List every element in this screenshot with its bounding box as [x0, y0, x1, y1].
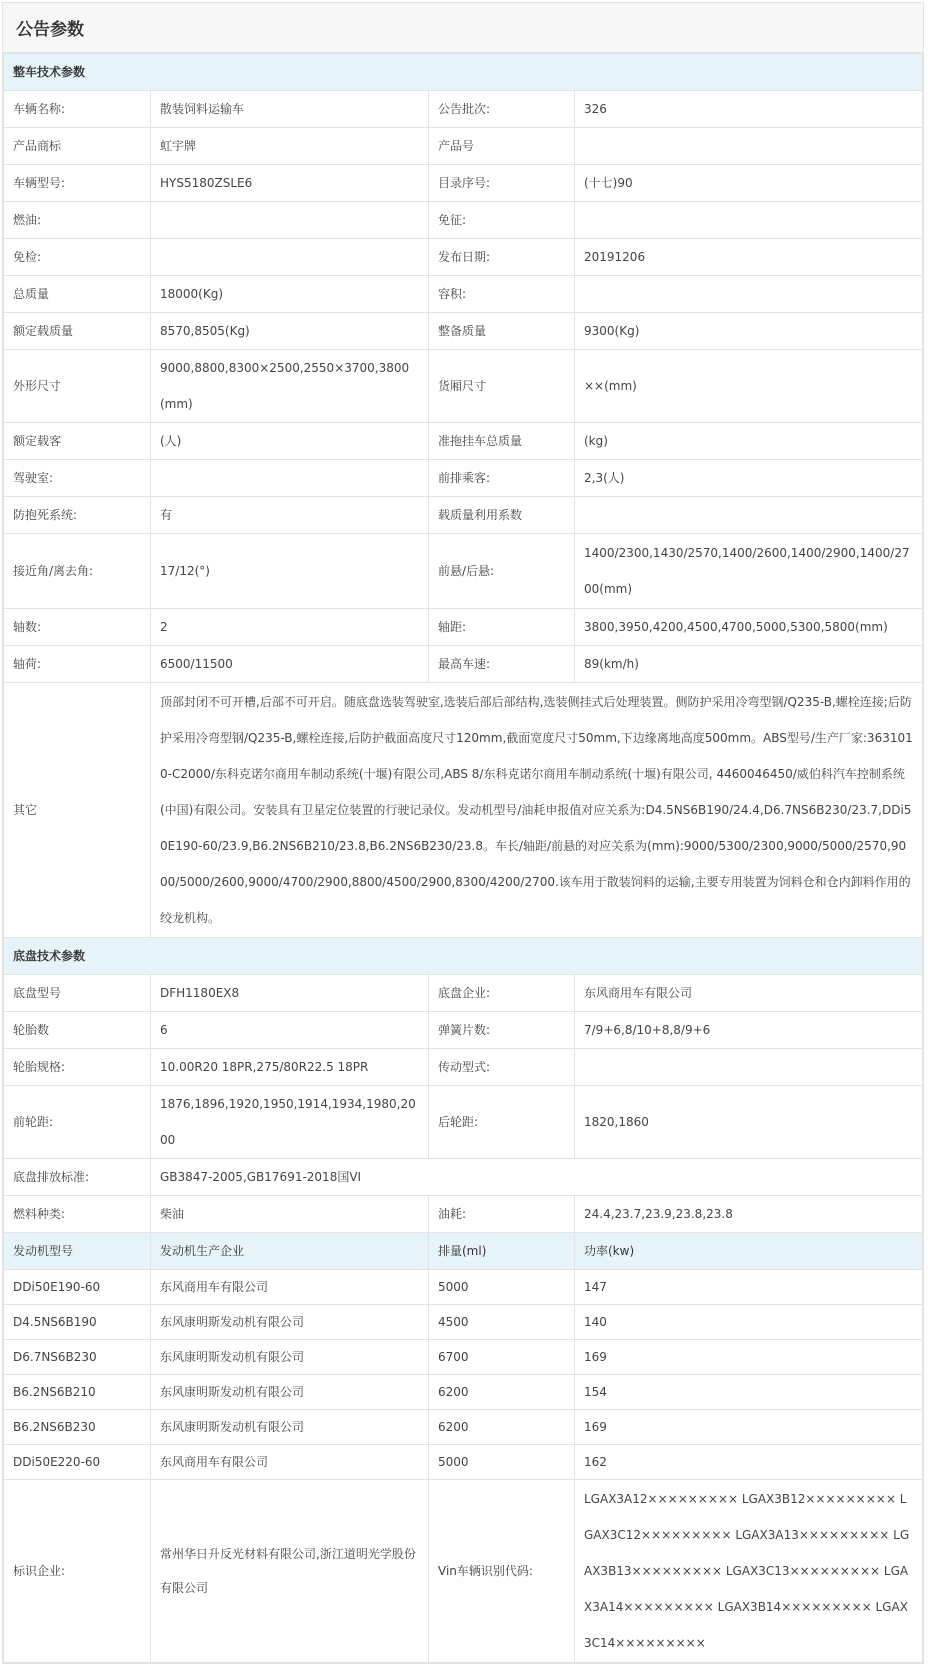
chassis-row-value-2: 东风商用车有限公司 [575, 975, 923, 1012]
vehicle-row-label: 产品商标 [4, 128, 151, 165]
params-table [3, 53, 923, 1663]
vehicle-row-value-2 [575, 128, 923, 165]
vehicle-section-title: 整车技术参数 [4, 54, 923, 91]
chassis-row-value: 6 [151, 1012, 429, 1049]
chassis-row [4, 1012, 923, 1049]
engine-row-label: DDi50E190-60 [4, 1270, 151, 1305]
engine-row-label-2: 4500 [429, 1305, 575, 1340]
vehicle-row-label: 车辆型号: [4, 165, 151, 202]
engine-row-value-2: 169 [575, 1410, 923, 1445]
chassis-row-value-2: 7/9+6,8/10+8,8/9+6 [575, 1012, 923, 1049]
engine-header-row [4, 1233, 923, 1270]
engine-row-value: 东风康明斯发动机有限公司 [151, 1410, 429, 1445]
engine-row-value-2: 140 [575, 1305, 923, 1340]
engine-row-label: B6.2NS6B230 [4, 1410, 151, 1445]
chassis-row-label-2: 底盘企业: [429, 975, 575, 1012]
vehicle-row-value-2: 20191206 [575, 239, 923, 276]
vehicle-row [4, 91, 923, 128]
chassis-row-label: 轮胎数 [4, 1012, 151, 1049]
engine-row-value-2: 169 [575, 1340, 923, 1375]
vehicle-row-label: 驾驶室: [4, 460, 151, 497]
vehicle-row [4, 276, 923, 313]
vehicle-row-label: 接近角/离去角: [4, 534, 151, 609]
chassis-row-label-2: 后轮距: [429, 1086, 575, 1159]
mark-row [4, 1480, 923, 1663]
vehicle-row-label: 免检: [4, 239, 151, 276]
engine-row-label: D6.7NS6B230 [4, 1340, 151, 1375]
vehicle-row-label-2: 免征: [429, 202, 575, 239]
engine-row [4, 1375, 923, 1410]
engine-row-value: 东风商用车有限公司 [151, 1270, 429, 1305]
engine-row-value: 东风康明斯发动机有限公司 [151, 1305, 429, 1340]
vehicle-row-value-2: 1400/2300,1430/2570,1400/2600,1400/2900,1400/2700(mm) [575, 534, 923, 609]
vehicle-row-value-2 [575, 497, 923, 534]
engine-header-row-label-2: 排量(ml) [429, 1233, 575, 1270]
vehicle-row-value-2: 9300(Kg) [575, 313, 923, 350]
vehicle-row-label-2: 整备质量 [429, 313, 575, 350]
vehicle-row [4, 497, 923, 534]
emission-value: GB3847-2005,GB17691-2018国VI [151, 1159, 923, 1196]
vehicle-row-label-2: 最高车速: [429, 646, 575, 683]
vehicle-row-label-2: 发布日期: [429, 239, 575, 276]
vehicle-row-value: 虹宇牌 [151, 128, 429, 165]
engine-row-value-2: 147 [575, 1270, 923, 1305]
vehicle-row-value: 9000,8800,8300×2500,2550×3700,3800(mm) [151, 350, 429, 423]
vehicle-row-label-2: 前排乘客: [429, 460, 575, 497]
vehicle-row [4, 128, 923, 165]
vin-label: Vin车辆识别代码: [429, 1480, 575, 1663]
vehicle-row-value-2: 3800,3950,4200,4500,4700,5000,5300,5800(mm) [575, 609, 923, 646]
vehicle-row-value-2: (kg) [575, 423, 923, 460]
vehicle-row [4, 460, 923, 497]
vehicle-row [4, 534, 923, 609]
vehicle-row-value: (人) [151, 423, 429, 460]
vehicle-section [4, 54, 923, 91]
fuel-row-value-2: 24.4,23.7,23.9,23.8,23.8 [575, 1196, 923, 1233]
vehicle-row-value: 8570,8505(Kg) [151, 313, 429, 350]
vehicle-row-value-2: 89(km/h) [575, 646, 923, 683]
engine-header-row-label: 发动机型号 [4, 1233, 151, 1270]
vehicle-row-label: 燃油: [4, 202, 151, 239]
vehicle-row-value: 2 [151, 609, 429, 646]
fuel-row-label-2: 油耗: [429, 1196, 575, 1233]
engine-row-label: DDi50E220-60 [4, 1445, 151, 1480]
engine-row-label: D4.5NS6B190 [4, 1305, 151, 1340]
vehicle-row-value-2 [575, 202, 923, 239]
chassis-row-label: 底盘型号 [4, 975, 151, 1012]
vehicle-row-value: 散装饲料运输车 [151, 91, 429, 128]
chassis-row-label: 轮胎规格: [4, 1049, 151, 1086]
vehicle-row-label: 轴数: [4, 609, 151, 646]
engine-row-value: 东风康明斯发动机有限公司 [151, 1375, 429, 1410]
chassis-row [4, 975, 923, 1012]
chassis-row-label: 前轮距: [4, 1086, 151, 1159]
engine-row [4, 1445, 923, 1480]
chassis-row-value: 10.00R20 18PR,275/80R22.5 18PR [151, 1049, 429, 1086]
vehicle-row-label: 防抱死系统: [4, 497, 151, 534]
emission-label: 底盘排放标准: [4, 1159, 151, 1196]
vehicle-row-label-2: 目录序号: [429, 165, 575, 202]
engine-row-label-2: 6700 [429, 1340, 575, 1375]
vehicle-row-value-2: (十七)90 [575, 165, 923, 202]
vehicle-row-label-2: 准拖挂车总质量 [429, 423, 575, 460]
announcement-panel [2, 2, 924, 1664]
mark-label: 标识企业: [4, 1480, 151, 1663]
fuel-row-value: 柴油 [151, 1196, 429, 1233]
engine-row-label-2: 5000 [429, 1445, 575, 1480]
vehicle-row [4, 165, 923, 202]
engine-row-label-2: 6200 [429, 1375, 575, 1410]
vehicle-row-label: 总质量 [4, 276, 151, 313]
other-label: 其它 [4, 683, 151, 938]
engine-header-row-value-2: 功率(kw) [575, 1233, 923, 1270]
vehicle-row-label-2: 前悬/后悬: [429, 534, 575, 609]
vehicle-row-label-2: 产品号 [429, 128, 575, 165]
vehicle-row-label-2: 公告批次: [429, 91, 575, 128]
vehicle-row-label-2: 轴距: [429, 609, 575, 646]
vehicle-row-label-2: 容积: [429, 276, 575, 313]
chassis-row-value: 1876,1896,1920,1950,1914,1934,1980,2000 [151, 1086, 429, 1159]
chassis-row-value-2 [575, 1049, 923, 1086]
vehicle-other-row [4, 683, 923, 938]
vehicle-row-value [151, 202, 429, 239]
engine-row-label-2: 6200 [429, 1410, 575, 1445]
chassis-section [4, 938, 923, 975]
fuel-row-label: 燃料种类: [4, 1196, 151, 1233]
vehicle-row [4, 350, 923, 423]
vehicle-row-value-2: 326 [575, 91, 923, 128]
vehicle-row-label: 轴荷: [4, 646, 151, 683]
chassis-row [4, 1049, 923, 1086]
engine-header-row-value: 发动机生产企业 [151, 1233, 429, 1270]
vehicle-row-label: 额定载客 [4, 423, 151, 460]
chassis-section-title: 底盘技术参数 [4, 938, 923, 975]
chassis-row-value-2: 1820,1860 [575, 1086, 923, 1159]
chassis-row-label-2: 弹簧片数: [429, 1012, 575, 1049]
engine-row-label-2: 5000 [429, 1270, 575, 1305]
vehicle-row-value-2: 2,3(人) [575, 460, 923, 497]
page-title: 公告参数 [3, 3, 923, 53]
fuel-row [4, 1196, 923, 1233]
vehicle-row-value: 有 [151, 497, 429, 534]
engine-row-value-2: 154 [575, 1375, 923, 1410]
engine-row [4, 1270, 923, 1305]
chassis-row [4, 1086, 923, 1159]
vehicle-row-label: 车辆名称: [4, 91, 151, 128]
chassis-row-value: DFH1180EX8 [151, 975, 429, 1012]
vehicle-row-value: 6500/11500 [151, 646, 429, 683]
vehicle-row-label: 外形尺寸 [4, 350, 151, 423]
vehicle-row-value: HYS5180ZSLE6 [151, 165, 429, 202]
engine-row-value: 东风康明斯发动机有限公司 [151, 1340, 429, 1375]
engine-row-value-2: 162 [575, 1445, 923, 1480]
chassis-row-label-2: 传动型式: [429, 1049, 575, 1086]
vehicle-row-value-2 [575, 276, 923, 313]
engine-row [4, 1340, 923, 1375]
vehicle-row-value: 18000(Kg) [151, 276, 429, 313]
engine-row [4, 1305, 923, 1340]
vehicle-row [4, 646, 923, 683]
vehicle-row-value: 17/12(°) [151, 534, 429, 609]
vehicle-row-value [151, 239, 429, 276]
engine-row-label: B6.2NS6B210 [4, 1375, 151, 1410]
vehicle-row [4, 313, 923, 350]
vehicle-row-label-2: 载质量利用系数 [429, 497, 575, 534]
vehicle-row-value-2: ××(mm) [575, 350, 923, 423]
other-text: 顶部封闭不可开槽,后部不可开启。随底盘选装驾驶室,选装后部后部结构,选装侧挂式后处理装置。侧防护采用冷弯型钢/Q235-B,螺栓连接;后防护采用冷弯型钢/Q235-B,螺栓连接,后防护截面高度尺寸120mm,截面宽度尺寸50mm,下边缘离地高度500mm。ABS型号/生产厂家:3631010-C2000/东科克诺尔商用车制动系统(十堰)有限公司,ABS 8/东科克诺尔商用车制动系统(十堰)有限公司, 4460046450/威伯科汽车控制系统(中国)有限公司。安装具有卫星定位装置的行驶记录仪。发动机型号/油耗申报值对应关系为:D4.5NS6B190/24.4,D6.7NS6B230/23.7,DDi50E190-60/23.9,B6.2NS6B210/23.8,B6.2NS6B230/23.8。车长/轴距/前悬的对应关系为(mm):9000/5300/2300,9000/5000/2570,9000/5000/2600,9000/4700/2900,8800/4500/2900,8300/4200/2700.该车用于散装饲料的运输,主要专用装置为饲料仓和仓内卸料作用的绞龙机构。 [151, 683, 923, 938]
engine-row-value: 东风商用车有限公司 [151, 1445, 429, 1480]
mark-value: 常州华日升反光材料有限公司,浙江道明光学股份有限公司 [151, 1480, 429, 1663]
vehicle-row-label-2: 货厢尺寸 [429, 350, 575, 423]
vehicle-row-value [151, 460, 429, 497]
vehicle-row [4, 609, 923, 646]
emission-row [4, 1159, 923, 1196]
vehicle-row-label: 额定载质量 [4, 313, 151, 350]
vin-value: LGAX3A12××××××××× LGAX3B12××××××××× LGAX3C12××××××××× LGAX3A13××××××××× LGAX3B13××××××××× LGAX3C13××××××××× LGAX3A14××××××××× LGAX3B14××××××××× LGAX3C14××××××××× [575, 1480, 923, 1663]
vehicle-row [4, 202, 923, 239]
vehicle-row [4, 239, 923, 276]
vehicle-row [4, 423, 923, 460]
engine-row [4, 1410, 923, 1445]
